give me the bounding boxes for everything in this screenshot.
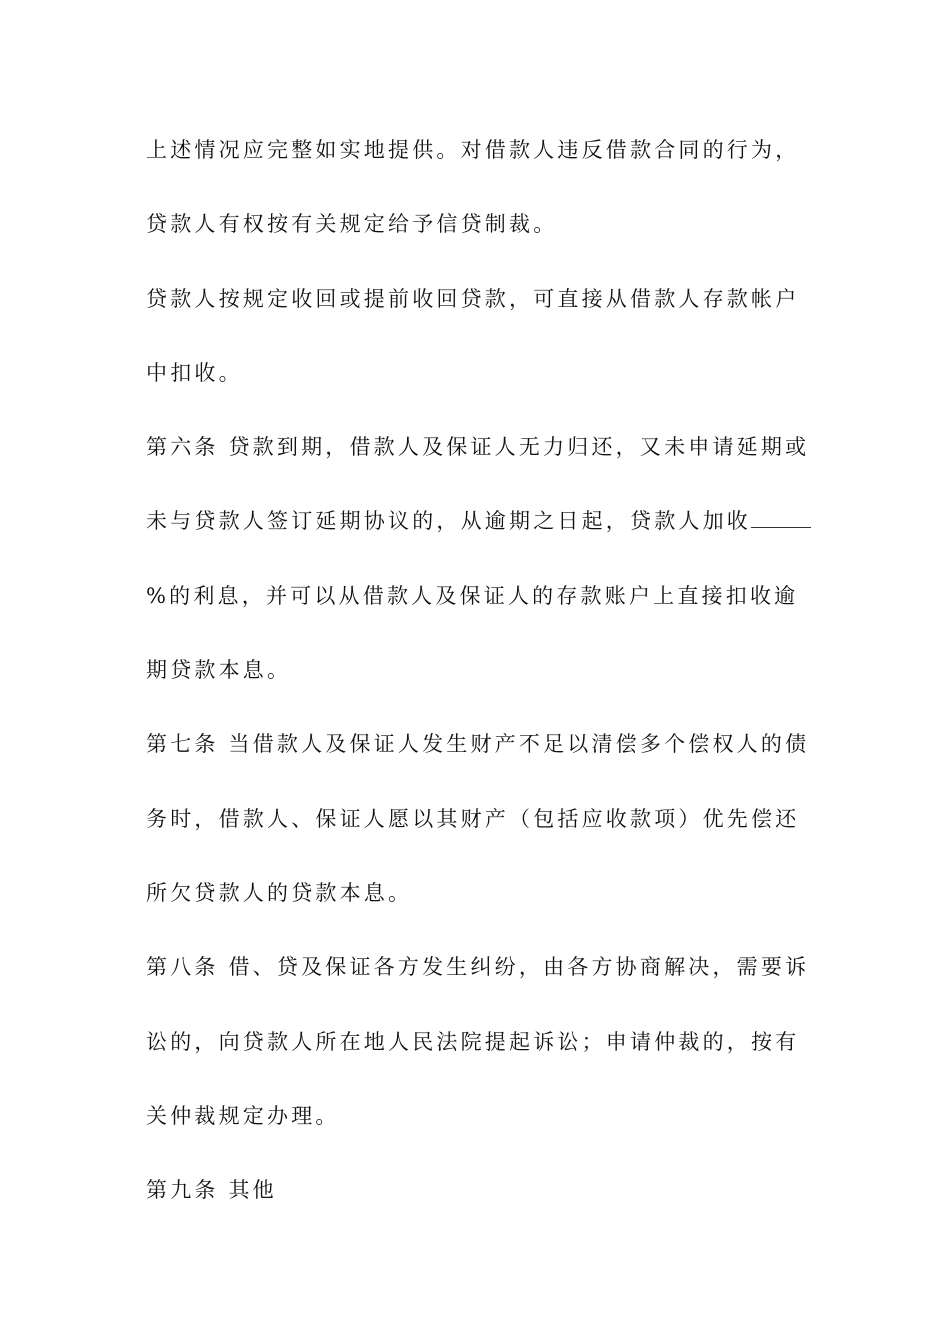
text-line: 务时，借款人、保证人愿以其财产（包括应收款项）优先偿还 — [146, 806, 800, 831]
text-line-with-blank — [146, 499, 816, 573]
text-line: 贷款人按规定收回或提前收回贷款，可直接从借款人存款帐户 — [146, 286, 800, 311]
text-line: 第七条 当借款人及保证人发生财产不足以清偿多个偿权人的债 — [146, 732, 810, 757]
fill-in-blank — [751, 509, 811, 528]
text-line: 讼的，向贷款人所在地人民法院提起诉讼；申请仲裁的，按有 — [146, 1029, 800, 1054]
text-line: 第八条 借、贷及保证各方发生纠纷，由各方协商解决，需要诉 — [146, 955, 810, 980]
text-line: 所欠贷款人的贷款本息。 — [146, 880, 413, 905]
text-line: 第九条 其他 — [146, 1178, 277, 1203]
text-line: 第六条 贷款到期，借款人及保证人无力归还，又未申请延期或 — [146, 435, 810, 460]
text-line-segment: 未与贷款人签订延期协议的，从逾期之日起，贷款人加收 — [146, 509, 751, 534]
document-body — [146, 128, 816, 1242]
text-line: 中扣收。 — [146, 360, 243, 385]
text-line: 贷款人有权按有关规定给予信贷制裁。 — [146, 212, 558, 237]
text-line: 期贷款本息。 — [146, 658, 292, 683]
text-line: 关仲裁规定办理。 — [146, 1103, 340, 1128]
text-line: 上述情况应完整如实地提供。对借款人违反借款合同的行为， — [146, 138, 800, 162]
text-line: %的利息，并可以从借款人及保证人的存款账户上直接扣收逾 — [146, 583, 799, 608]
